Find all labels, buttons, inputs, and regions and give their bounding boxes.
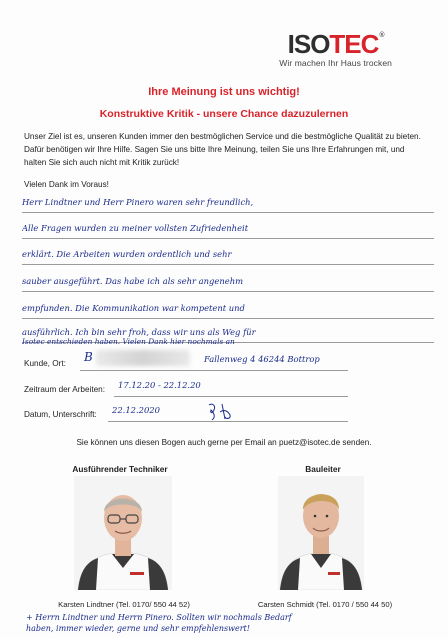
period-underline <box>114 395 348 397</box>
page-heading: Ihre Meinung ist uns wichtig! <box>148 86 300 98</box>
feedback-text: empfunden. Die Kommunikation war kompetent und <box>22 303 245 313</box>
email-note: Sie können uns diesen Bogen auch gerne per Email an puetz@isotec.de senden. <box>76 438 372 447</box>
page-subheading: Konstruktive Kritik - unsere Chance dazuzulernen <box>99 108 349 120</box>
logo-wordmark <box>279 31 392 57</box>
feedback-line <box>22 275 434 292</box>
customer-label: Kunde, Ort: <box>24 359 66 368</box>
feedback-line <box>22 196 434 213</box>
technician-photo <box>74 476 172 590</box>
technician-caption: Karsten Lindtner (Tel. 0170/ 550 44 52) <box>58 600 190 609</box>
logo-iso-text: ISO <box>287 29 330 59</box>
site-manager-photo <box>278 476 364 590</box>
redacted-name <box>96 350 190 366</box>
signature-mark <box>206 401 236 423</box>
customer-underline <box>80 369 348 371</box>
feedback-text: sauber ausgeführt. Das habe ich als sehr angenehm <box>22 276 244 286</box>
isotec-logo <box>279 31 392 68</box>
customer-initial: B <box>84 350 93 364</box>
registered-mark: ® <box>379 32 384 39</box>
footer-handwriting <box>26 612 422 634</box>
feedback-text: ausführlich. Ich bin sehr froh, dass wir uns als Weg für <box>22 327 256 337</box>
feedback-line <box>22 222 434 239</box>
customer-value: Fallenweg 4 46244 Bottrop <box>204 354 320 364</box>
period-value: 17.12.20 - 22.12.20 <box>118 380 201 390</box>
date-value: 22.12.2020 <box>112 405 160 415</box>
feedback-line <box>22 302 434 319</box>
feedback-line <box>22 248 434 265</box>
footer-handwriting-line: + Herrn Lindtner und Herrn Pinero. Sollten wir nochmals Bedarf <box>26 613 292 622</box>
technician-title: Ausführender Techniker <box>72 464 168 474</box>
feedback-text: Isotec entschieden haben. Vielen Dank hier nochmals an <box>22 337 235 346</box>
date-signature-label: Datum, Unterschrift: <box>24 410 97 419</box>
period-label: Zeitraum der Arbeiten: <box>24 385 106 394</box>
feedback-text: erklärt. Die Arbeiten wurden ordentlich und sehr <box>22 249 232 259</box>
feedback-text: Alle Fragen wurden zu meiner vollsten Zufriedenheit <box>22 223 249 233</box>
logo-tec-text: TEC <box>329 29 379 59</box>
logo-tagline: Wir machen Ihr Haus trocken <box>279 58 392 68</box>
feedback-line <box>22 335 434 351</box>
site-manager-caption: Carsten Schmidt (Tel. 0170 / 550 44 50) <box>257 600 393 609</box>
footer-handwriting-line: haben, immer wieder, gerne und sehr empfehlenswert! <box>26 624 250 633</box>
intro-text: Unser Ziel ist es, unseren Kunden immer den bestmöglichen Service und die bestmögliche Qualität zu bieten. Dafür benötigen wir Ihre Hilfe. Sagen Sie uns bitte Ihre Meinung, teilen Sie uns Ihre Erfahrungen mit, und halten Sie sich auch nicht mit Kritik zurück! <box>24 132 421 167</box>
thanks-text: Vielen Dank im Voraus! <box>24 180 109 189</box>
site-manager-title: Bauleiter <box>305 464 341 474</box>
feedback-text: Herr Lindtner und Herr Pinero waren sehr freundlich, <box>22 197 254 207</box>
